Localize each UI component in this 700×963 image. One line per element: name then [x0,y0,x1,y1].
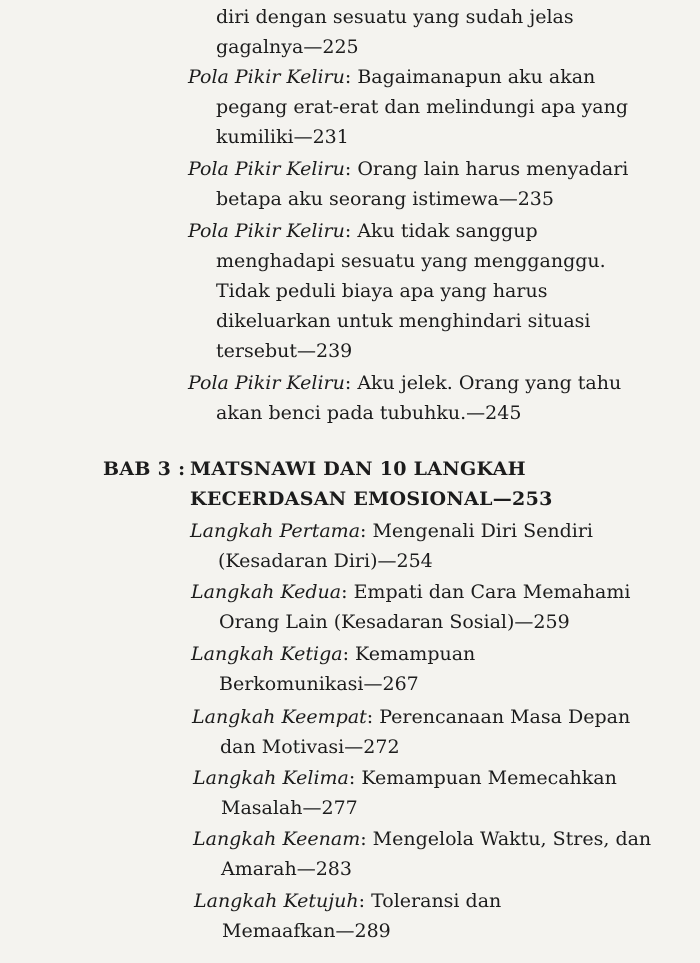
entry-text: : Kemampuan [342,643,476,665]
entry-text: : Mengelola Waktu, Stres, dan [360,828,652,850]
entry-text: : Mengenali Diri Sendiri [360,520,593,542]
chapter-number: BAB 3 : [103,458,186,480]
entry-line: diri dengan sesuatu yang sudah jelas [216,6,574,28]
entry-line: pegang erat-erat dan melindungi apa yang [216,96,629,118]
entry-label: Pola Pikir Keliru [188,372,345,394]
entry-label: Langkah Pertama [190,520,361,542]
toc-entry [188,368,622,428]
toc-entry [188,216,618,366]
entry-text: : Kemampuan Memecahkan [348,767,617,789]
entry-line: kumiliki—231 [216,126,349,148]
entry-label: Langkah Keenam [193,828,361,850]
entry-line: Orang Lain (Kesadaran Sosial)—259 [219,611,570,633]
entry-label: Pola Pikir Keliru [188,66,345,88]
toc-entry [193,763,623,823]
entry-line: dikeluarkan untuk menghindari situasi [216,310,591,332]
entry-text: : Perencanaan Masa Depan [366,706,631,728]
entry-line: akan benci pada tubuhku.—245 [216,402,522,424]
toc-entry [191,577,631,637]
entry-text: : Aku tidak sanggup [344,220,538,242]
entry-line: Tidak peduli biaya apa yang harus [216,280,548,302]
chapter-title [190,454,553,514]
entry-line: Amarah—283 [221,858,352,880]
toc-entry [192,702,631,762]
entry-label: Pola Pikir Keliru [188,220,345,242]
toc-entry-continuation [188,2,618,62]
entry-text: : Bagaimanapun aku akan [344,66,596,88]
entry-line: (Kesadaran Diri)—254 [218,550,433,572]
entry-line: betapa aku seorang istimewa—235 [216,188,554,210]
toc-entry [194,886,624,946]
entry-label: Langkah Kedua [191,581,342,603]
chapter-title-line: MATSNAWI DAN 10 LANGKAH [190,458,526,480]
entry-line: dan Motivasi—272 [220,736,400,758]
entry-line: Masalah—277 [221,797,358,819]
entry-label: Langkah Kelima [193,767,349,789]
entry-label: Pola Pikir Keliru [188,158,345,180]
entry-line: tersebut—239 [216,340,353,362]
toc-entry [190,516,620,576]
entry-line: Memaafkan—289 [222,920,391,942]
chapter-title-line: KECERDASAN EMOSIONAL—253 [190,488,553,510]
entry-label: Langkah Ketujuh [194,890,359,912]
entry-text: : Empati dan Cara Memahami [341,581,631,603]
entry-text: : Toleransi dan [358,890,502,912]
toc-entry [188,62,629,152]
toc-entry [191,639,621,699]
toc-entry [193,824,652,884]
entry-line: Berkomunikasi—267 [219,673,419,695]
entry-text: : Orang lain harus menyadari [344,158,629,180]
entry-label: Langkah Ketiga [191,643,343,665]
entry-line: gagalnya—225 [216,36,359,58]
entry-line: menghadapi sesuatu yang mengganggu. [216,250,606,272]
toc-entry [188,154,629,214]
entry-text: : Aku jelek. Orang yang tahu [344,372,622,394]
entry-label: Langkah Keempat [192,706,367,728]
